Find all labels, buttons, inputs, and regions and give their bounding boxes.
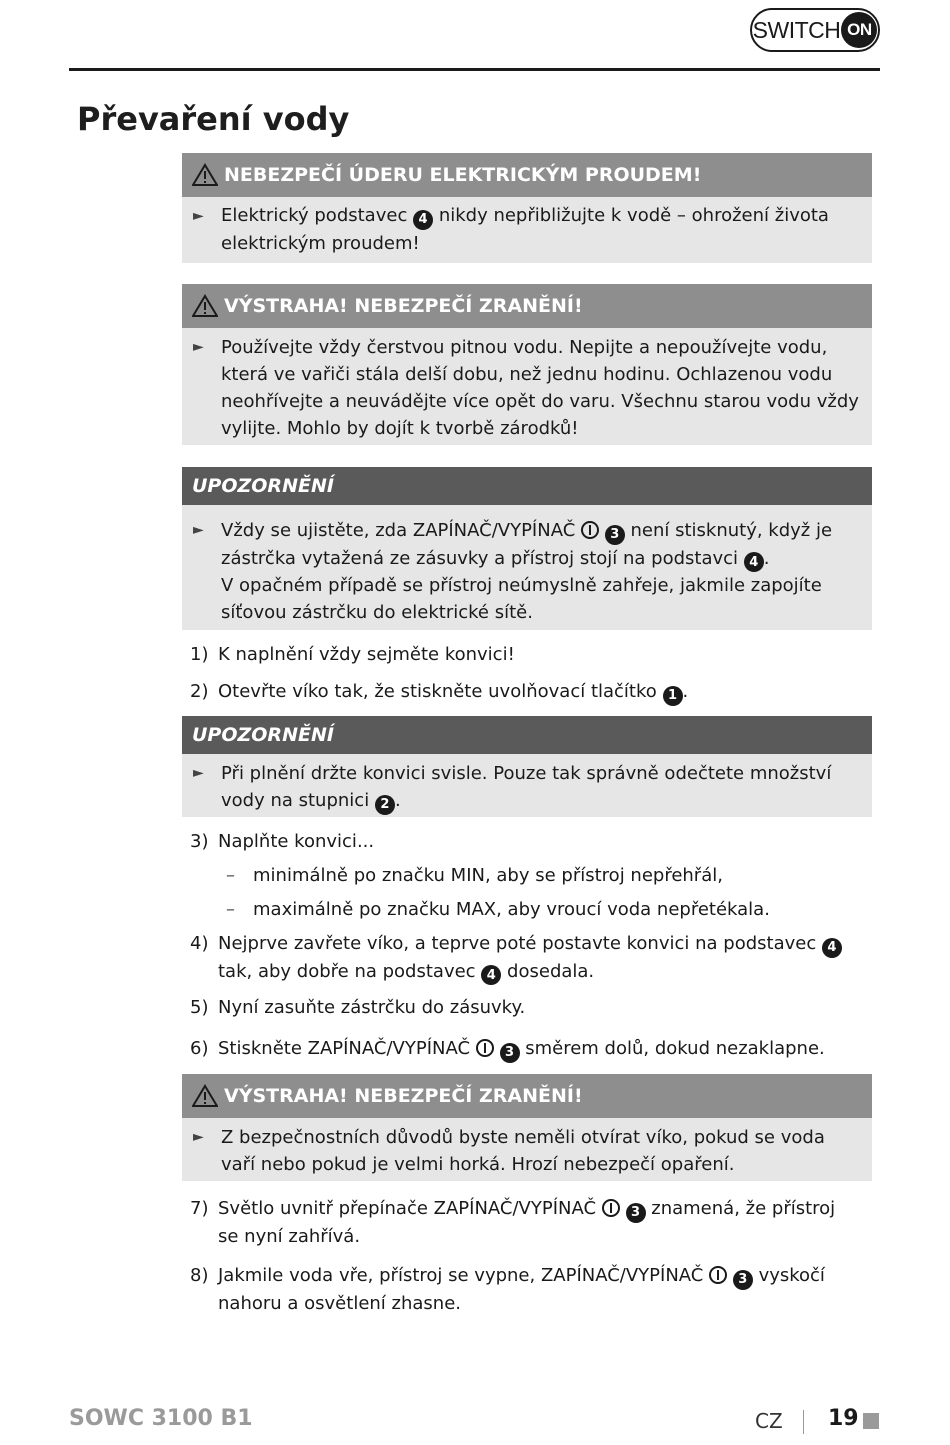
step-number: 8)	[190, 1265, 209, 1286]
bullet-text: .	[394, 790, 401, 811]
dash-marker: –	[226, 899, 235, 920]
sub-text: maximálně po značku MAX, aby vroucí voda nepřetékala.	[253, 899, 770, 920]
step-text	[218, 1195, 860, 1250]
warning-triangle-icon	[192, 294, 218, 318]
step-text	[218, 930, 860, 985]
number-badge-icon: 4	[481, 965, 501, 985]
step-text-part: vyskočí nahoru a osvětlení zhasne.	[218, 1265, 825, 1314]
footer-divider	[803, 1410, 804, 1434]
number-badge-icon: 3	[500, 1043, 520, 1063]
warning-triangle-icon	[192, 1084, 218, 1108]
number-badge-icon: 4	[822, 938, 842, 958]
bullet-arrow-icon: ►	[193, 522, 204, 538]
step-8	[190, 1262, 860, 1317]
step-5	[190, 994, 860, 1021]
step-3-sub-2	[226, 896, 866, 923]
number-badge-icon: 3	[733, 1270, 753, 1290]
bullet-text: Při plnění držte konvici svisle. Pouze tak správně odečtete množství vody na stupnici	[221, 763, 832, 811]
bullet-text: V opačném případě se přístroj neúmyslně zahřeje, jakmile zapojíte síťovou zástrčku do elektrické sítě.	[221, 575, 822, 623]
bullet-text: nikdy nepřibližujte k vodě – ohrožení života elektrickým proudem!	[221, 205, 829, 254]
number-badge-icon: 3	[626, 1203, 646, 1223]
bullet-arrow-icon: ►	[193, 1129, 204, 1145]
step-text: K naplnění vždy sejměte konvici!	[218, 644, 515, 665]
step-text-part: Světlo uvnitř přepínače ZAPÍNAČ/VYPÍNAČ	[218, 1198, 597, 1219]
power-switch-icon	[476, 1039, 494, 1057]
bullet-text: není stisknutý, když je zástrčka vytažená ze zásuvky a přístroj stojí na podstavci	[221, 520, 833, 569]
power-switch-icon	[581, 521, 599, 539]
bullet-text: Vždy se ujistěte, zda ZAPÍNAČ/VYPÍNAČ	[221, 520, 576, 541]
step-text-part: dosedala.	[507, 960, 595, 982]
step-text-part: tak, aby dobře na podstavec	[218, 960, 476, 982]
step-3	[190, 828, 860, 855]
notice-box-filling	[182, 716, 872, 817]
step-text	[218, 1035, 860, 1063]
step-text-part: znamená, že přístroj se nyní zahřívá.	[218, 1198, 836, 1247]
step-text-part: Jakmile voda vře, přístroj se vypne, ZAPÍNAČ/VYPÍNAČ	[218, 1265, 704, 1286]
page-title: Převaření vody	[77, 100, 350, 138]
step-6	[190, 1035, 860, 1063]
notice-heading: UPOZORNĚNÍ	[182, 716, 872, 754]
warning-heading	[182, 1074, 872, 1118]
bullet-text: Z bezpečnostních důvodů byste neměli otvírat víko, pokud se voda vaří nebo pokud je velmi horká. Hrozí nebezpečí opaření.	[221, 1127, 825, 1175]
bullet-text: .	[763, 547, 770, 569]
step-number: 4)	[190, 933, 209, 954]
warning-box-lid	[182, 1074, 872, 1181]
step-text	[218, 678, 860, 706]
notice-box-switch	[182, 467, 872, 630]
step-text-part: .	[682, 681, 689, 702]
step-1	[190, 641, 860, 668]
bullet-arrow-icon: ►	[193, 208, 204, 224]
number-badge-icon: 1	[663, 686, 683, 706]
logo-text: SWITCH	[752, 16, 841, 43]
notice-bullet	[182, 754, 872, 821]
warning-bullet	[182, 1118, 872, 1184]
step-number: 6)	[190, 1038, 209, 1059]
step-text-part: Otevřte víko tak, že stiskněte uvolňovací tlačítko	[218, 681, 657, 702]
step-2	[190, 678, 860, 706]
step-number: 5)	[190, 997, 209, 1018]
danger-box-electric	[182, 153, 872, 263]
footer-language: CZ	[755, 1409, 783, 1433]
step-7	[190, 1195, 860, 1250]
footer-model: SOWC 3100 B1	[69, 1406, 253, 1431]
warning-box-injury	[182, 284, 872, 445]
sub-text: minimálně po značku MIN, aby se přístroj nepřehřál,	[253, 865, 723, 886]
page-number: 19	[828, 1406, 859, 1431]
header-rule	[69, 68, 880, 71]
step-text-part: Nejprve zavřete víko, a teprve poté postavte konvici na podstavec	[218, 933, 817, 954]
step-text: Nyní zasuňte zástrčku do zásuvky.	[218, 997, 526, 1018]
step-text	[218, 1262, 860, 1317]
bullet-text: Elektrický podstavec	[221, 205, 408, 226]
logo-on-badge: ON	[841, 12, 877, 48]
number-badge-icon: 3	[605, 525, 625, 545]
step-number: 2)	[190, 681, 209, 702]
step-text-part: směrem dolů, dokud nezaklapne.	[525, 1038, 825, 1059]
step-number: 1)	[190, 644, 209, 665]
danger-heading	[182, 153, 872, 197]
number-badge-icon: 4	[413, 210, 433, 230]
number-badge-icon: 2	[375, 795, 395, 815]
step-4	[190, 930, 860, 985]
danger-heading-text: NEBEZPEČÍ ÚDERU ELEKTRICKÝM PROUDEM!	[224, 164, 702, 186]
step-number: 3)	[190, 831, 209, 852]
dash-marker: –	[226, 865, 235, 886]
bullet-arrow-icon: ►	[193, 339, 204, 355]
step-text-part: Stiskněte ZAPÍNAČ/VYPÍNAČ	[218, 1038, 471, 1059]
bullet-text: Používejte vždy čerstvou pitnou vodu. Nepijte a nepoužívejte vodu, která ve vařiči stála delší dobu, než jednu hodinu. Ochlazenou vodu neohřívejte a neuvádějte více opět do varu. Všechnu starou vodu vždy vylijte. Mohlo by dojít k tvorbě zárodků!	[221, 337, 859, 439]
warning-heading	[182, 284, 872, 328]
footer-square-icon	[863, 1413, 879, 1429]
warning-bullet	[182, 328, 872, 448]
brand-logo	[750, 8, 880, 52]
notice-bullet	[182, 505, 872, 632]
power-switch-icon	[602, 1199, 620, 1217]
power-switch-icon	[709, 1266, 727, 1284]
danger-bullet	[182, 197, 872, 263]
step-3-sub-1	[226, 862, 866, 889]
number-badge-icon: 4	[744, 552, 764, 572]
notice-heading: UPOZORNĚNÍ	[182, 467, 872, 505]
step-text: Naplňte konvici...	[218, 831, 375, 852]
warning-heading-text: VÝSTRAHA! NEBEZPEČÍ ZRANĚNÍ!	[224, 1085, 583, 1107]
bullet-arrow-icon: ►	[193, 765, 204, 781]
step-number: 7)	[190, 1198, 209, 1219]
warning-heading-text: VÝSTRAHA! NEBEZPEČÍ ZRANĚNÍ!	[224, 295, 583, 317]
warning-triangle-icon	[192, 163, 218, 187]
